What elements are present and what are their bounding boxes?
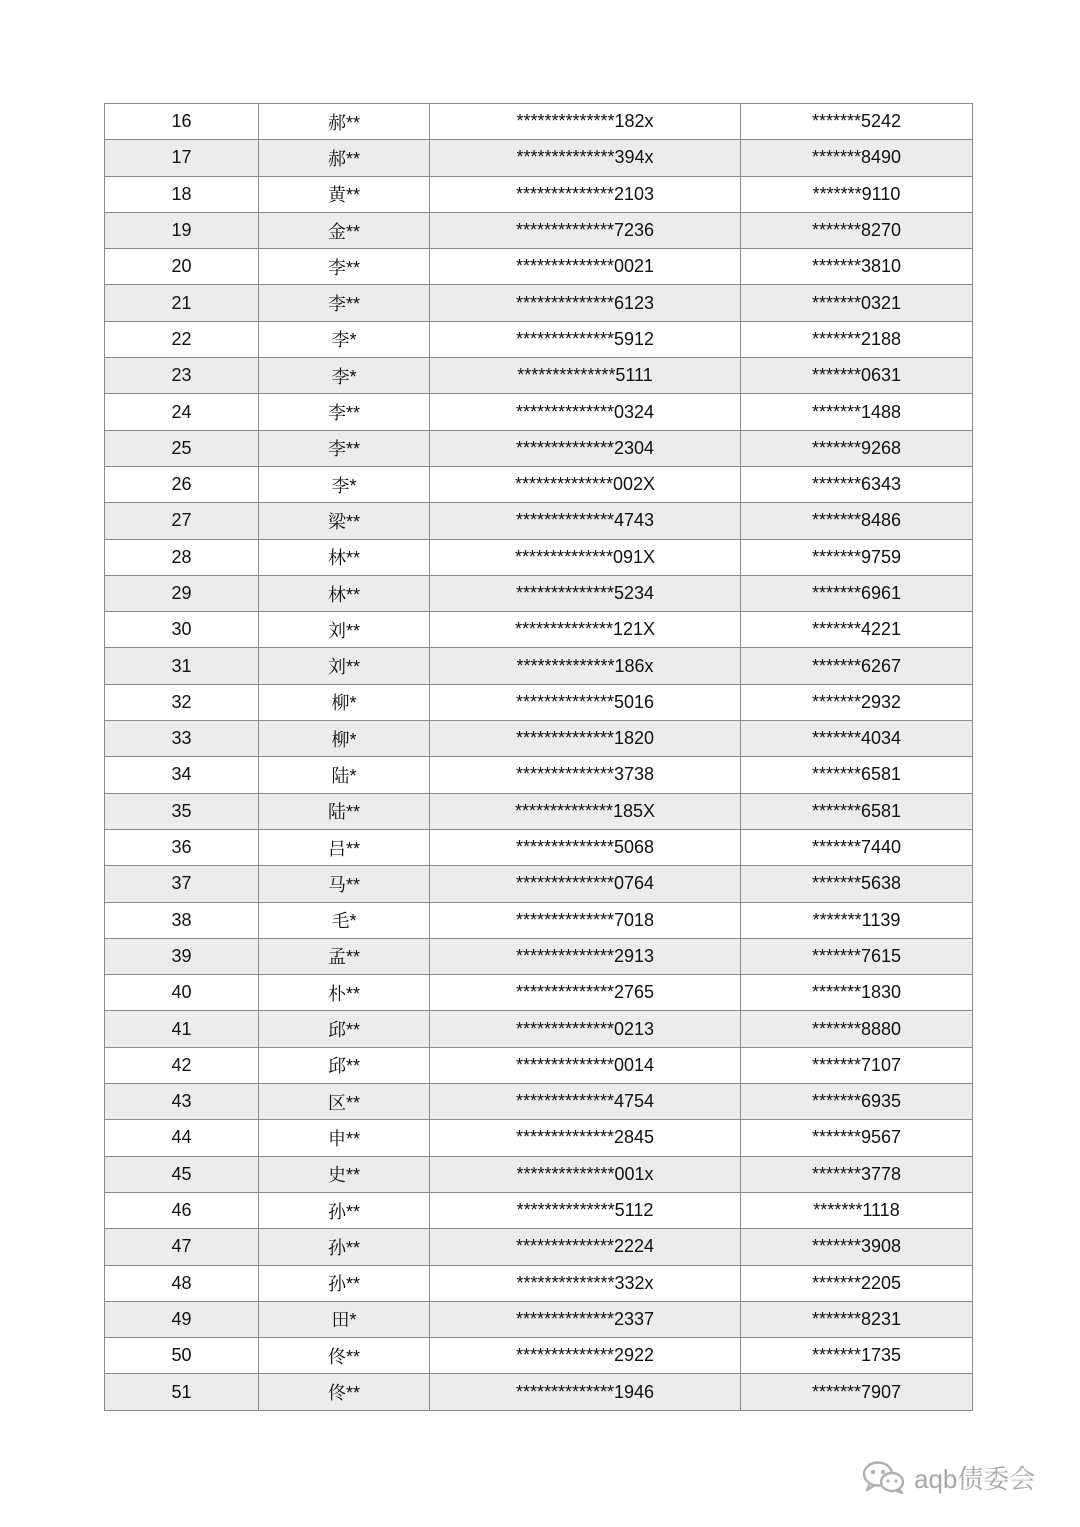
phone-number-cell: *******6935 [741,1084,973,1120]
phone-number-cell: *******9110 [741,176,973,212]
id-number-cell: **************0324 [430,394,741,430]
row-number-cell: 36 [105,829,259,865]
phone-number-cell: *******9567 [741,1120,973,1156]
row-number-cell: 51 [105,1374,259,1410]
name-cell: 孟** [259,938,430,974]
row-number-cell: 49 [105,1301,259,1337]
id-number-cell: **************091X [430,539,741,575]
name-cell: 朴** [259,975,430,1011]
name-cell: 孙** [259,1229,430,1265]
table-row [105,612,973,648]
row-number-cell: 18 [105,176,259,212]
table-row [105,1229,973,1265]
name-cell: 李* [259,321,430,357]
id-number-cell: **************394x [430,140,741,176]
row-number-cell: 43 [105,1084,259,1120]
table-row [105,648,973,684]
table-row [105,104,973,140]
row-number-cell: 16 [105,104,259,140]
name-cell: 孙** [259,1265,430,1301]
table-row [105,575,973,611]
row-number-cell: 39 [105,938,259,974]
name-cell: 邱** [259,1011,430,1047]
row-number-cell: 42 [105,1047,259,1083]
row-number-cell: 24 [105,394,259,430]
phone-number-cell: *******8490 [741,140,973,176]
id-number-cell: **************0213 [430,1011,741,1047]
name-cell: 申** [259,1120,430,1156]
row-number-cell: 47 [105,1229,259,1265]
table-row [105,721,973,757]
row-number-cell: 37 [105,866,259,902]
table-body [105,104,973,1411]
id-number-cell: **************332x [430,1265,741,1301]
phone-number-cell: *******3908 [741,1229,973,1265]
table-row [105,975,973,1011]
id-number-cell: **************2845 [430,1120,741,1156]
phone-number-cell: *******6267 [741,648,973,684]
table-row [105,1192,973,1228]
wechat-icon [862,1460,906,1494]
id-number-cell: **************5016 [430,684,741,720]
table-row [105,430,973,466]
id-number-cell: **************001x [430,1156,741,1192]
name-cell: 李* [259,466,430,502]
phone-number-cell: *******2932 [741,684,973,720]
name-cell: 李** [259,249,430,285]
name-cell: 李** [259,430,430,466]
id-number-cell: **************2103 [430,176,741,212]
row-number-cell: 23 [105,358,259,394]
table-row [105,1265,973,1301]
phone-number-cell: *******3810 [741,249,973,285]
id-number-cell: **************2224 [430,1229,741,1265]
watermark [862,1459,1035,1495]
id-number-cell: **************2913 [430,938,741,974]
phone-number-cell: *******8270 [741,212,973,248]
phone-number-cell: *******8486 [741,503,973,539]
name-cell: 马** [259,866,430,902]
table-row [105,249,973,285]
name-cell: 金** [259,212,430,248]
id-number-cell: **************5912 [430,321,741,357]
phone-number-cell: *******7615 [741,938,973,974]
phone-number-cell: *******2188 [741,321,973,357]
id-number-cell: **************2765 [430,975,741,1011]
name-cell: 柳* [259,721,430,757]
name-cell: 郝** [259,104,430,140]
row-number-cell: 31 [105,648,259,684]
name-cell: 毛* [259,902,430,938]
table-row [105,285,973,321]
id-number-cell: **************5111 [430,358,741,394]
phone-number-cell: *******8880 [741,1011,973,1047]
table-row [105,757,973,793]
id-number-cell: **************2337 [430,1301,741,1337]
name-cell: 陆** [259,793,430,829]
row-number-cell: 19 [105,212,259,248]
phone-number-cell: *******1735 [741,1338,973,1374]
id-number-cell: **************2304 [430,430,741,466]
id-number-cell: **************7236 [430,212,741,248]
name-cell: 刘** [259,648,430,684]
table-row [105,1338,973,1374]
row-number-cell: 26 [105,466,259,502]
table-row [105,140,973,176]
table-row [105,684,973,720]
id-number-cell: **************4754 [430,1084,741,1120]
phone-number-cell: *******6961 [741,575,973,611]
phone-number-cell: *******1488 [741,394,973,430]
table-row [105,1301,973,1337]
name-cell: 梁** [259,503,430,539]
phone-number-cell: *******8231 [741,1301,973,1337]
row-number-cell: 50 [105,1338,259,1374]
name-cell: 陆* [259,757,430,793]
phone-number-cell: *******2205 [741,1265,973,1301]
row-number-cell: 33 [105,721,259,757]
table-row [105,793,973,829]
name-cell: 史** [259,1156,430,1192]
name-cell: 刘** [259,612,430,648]
table-row [105,1084,973,1120]
row-number-cell: 22 [105,321,259,357]
id-number-cell: **************6123 [430,285,741,321]
name-cell: 李** [259,285,430,321]
row-number-cell: 17 [105,140,259,176]
name-cell: 孙** [259,1192,430,1228]
id-number-cell: **************182x [430,104,741,140]
row-number-cell: 30 [105,612,259,648]
name-cell: 邱** [259,1047,430,1083]
phone-number-cell: *******7907 [741,1374,973,1410]
table-row [105,539,973,575]
name-cell: 林** [259,575,430,611]
table-row [105,503,973,539]
row-number-cell: 34 [105,757,259,793]
id-number-cell: **************5112 [430,1192,741,1228]
phone-number-cell: *******5242 [741,104,973,140]
row-number-cell: 27 [105,503,259,539]
name-cell: 吕** [259,829,430,865]
row-number-cell: 38 [105,902,259,938]
phone-number-cell: *******5638 [741,866,973,902]
id-number-cell: **************0021 [430,249,741,285]
name-cell: 田* [259,1301,430,1337]
table-row [105,321,973,357]
name-cell: 李** [259,394,430,430]
phone-number-cell: *******4034 [741,721,973,757]
row-number-cell: 35 [105,793,259,829]
table-row [105,1374,973,1410]
row-number-cell: 46 [105,1192,259,1228]
creditor-table [104,103,973,1411]
table-row [105,1047,973,1083]
row-number-cell: 28 [105,539,259,575]
id-number-cell: **************186x [430,648,741,684]
id-number-cell: **************0014 [430,1047,741,1083]
phone-number-cell: *******4221 [741,612,973,648]
name-cell: 佟** [259,1374,430,1410]
phone-number-cell: *******0631 [741,358,973,394]
row-number-cell: 29 [105,575,259,611]
id-number-cell: **************1820 [430,721,741,757]
table-row [105,1156,973,1192]
row-number-cell: 21 [105,285,259,321]
phone-number-cell: *******3778 [741,1156,973,1192]
phone-number-cell: *******6581 [741,757,973,793]
table-row [105,394,973,430]
table-row [105,466,973,502]
name-cell: 郝** [259,140,430,176]
name-cell: 区** [259,1084,430,1120]
table-row [105,829,973,865]
row-number-cell: 25 [105,430,259,466]
table-row [105,1011,973,1047]
phone-number-cell: *******1139 [741,902,973,938]
table-row [105,176,973,212]
name-cell: 佟** [259,1338,430,1374]
name-cell: 柳* [259,684,430,720]
table-row [105,866,973,902]
creditor-table-container [104,103,972,1411]
id-number-cell: **************0764 [430,866,741,902]
id-number-cell: **************1946 [430,1374,741,1410]
row-number-cell: 41 [105,1011,259,1047]
table-row [105,212,973,248]
name-cell: 黄** [259,176,430,212]
id-number-cell: **************2922 [430,1338,741,1374]
id-number-cell: **************185X [430,793,741,829]
phone-number-cell: *******6343 [741,466,973,502]
name-cell: 林** [259,539,430,575]
table-row [105,938,973,974]
row-number-cell: 32 [105,684,259,720]
table-row [105,1120,973,1156]
row-number-cell: 48 [105,1265,259,1301]
id-number-cell: **************7018 [430,902,741,938]
phone-number-cell: *******1830 [741,975,973,1011]
id-number-cell: **************4743 [430,503,741,539]
phone-number-cell: *******9759 [741,539,973,575]
phone-number-cell: *******0321 [741,285,973,321]
table-row [105,358,973,394]
row-number-cell: 40 [105,975,259,1011]
id-number-cell: **************3738 [430,757,741,793]
phone-number-cell: *******7440 [741,829,973,865]
table-row [105,902,973,938]
row-number-cell: 44 [105,1120,259,1156]
watermark-text: aqb债委会 [914,1463,1036,1494]
id-number-cell: **************121X [430,612,741,648]
phone-number-cell: *******9268 [741,430,973,466]
id-number-cell: **************5068 [430,829,741,865]
phone-number-cell: *******1118 [741,1192,973,1228]
row-number-cell: 45 [105,1156,259,1192]
id-number-cell: **************5234 [430,575,741,611]
phone-number-cell: *******7107 [741,1047,973,1083]
name-cell: 李* [259,358,430,394]
id-number-cell: **************002X [430,466,741,502]
phone-number-cell: *******6581 [741,793,973,829]
row-number-cell: 20 [105,249,259,285]
